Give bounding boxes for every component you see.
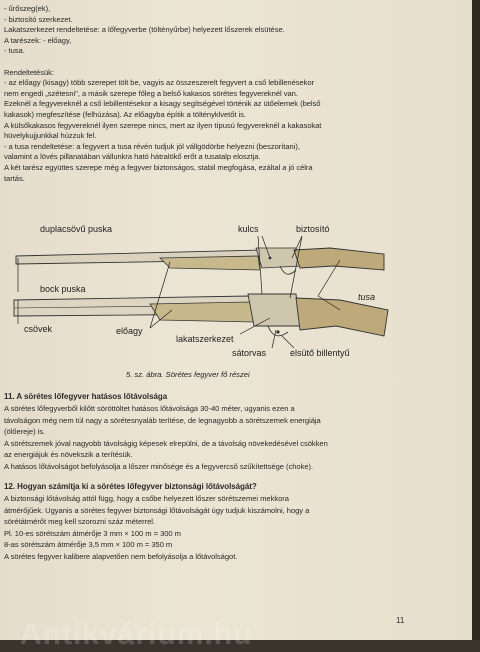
text-line: A két tarész együttes szerepe még a fegyver biztonságos, stabil megfogása, ezáltal a jó célra [4,163,313,172]
label-duplacsovu: duplacsövű puska [40,224,113,234]
text-line: - a tusa rendeltetése: a fegyvert a tusa révén tudjuk jól vállgödörbe helyezni (beszorítani), [4,141,300,151]
text-line: sörétátmérőt meg kell szorozni száz méterrel. [4,517,155,527]
text-line: valamint a lövés pillanatában vállunkra ható hátralökő erőt a tusatalp elosztja. [4,152,261,162]
label-tusa: tusa [358,292,376,302]
text-line: 8-as sörétszám átmérője 3,5 mm × 100 m = 350 m [4,540,173,550]
text-line: A hatásos lőtávolságot befolyásolja a lőszer minősége és a fegyvercső szűkítettsége (choke). [4,462,314,471]
text-line: - űrőszeg(ek), [4,4,51,13]
shotgun-figure [0,218,472,384]
text-line: hüvelykujjunkkal húzzuk fel. [4,131,97,141]
text-line: Rendeltetésük: [4,67,54,77]
text-line: A külsőkakasos fegyvereknél ilyen szerepe nincs, mert az ilyen típusú fegyvereknél a kakasokat [4,120,322,130]
figure-caption: 5. sz. ábra. Sörétes fegyver fő részei [126,370,250,379]
text-line: nem engedi „szétesni", a másik szerepe főleg a belső kakasos sörétes fegyvereknél van. [4,88,298,98]
text-line: kakasok) megfeszítése (felhúzása). Az előagyba építik a töltényklvetőt is. [4,110,246,119]
text-line: - tusa. [4,46,25,56]
text-line: távolságon még nem túl nagy a sörétesnyaláb terítése, de legnagyobb a sörétszemek energiája [4,415,321,425]
watermark: Antikvárium.hu [20,618,253,651]
book-spine-edge [472,0,480,640]
label-satorvas: sátorvas [232,348,267,358]
text-line: (ölőereje) is. [4,427,46,437]
section-12-heading: 12. Hogyan számítja ki a sörétes lőfegyver biztonsági lőtávolságát? [4,482,257,491]
text-line: Lakatszerkezet rendeltetése: a lőfegyverbe (töltényűrbe) helyezett lőszerek elsütése. [4,25,285,35]
shotgun-diagram [0,218,472,384]
double-barrel-shotgun-drawing [16,248,384,274]
text-line: A sörétes fegyver kalibere alapvetően nem befolyásolja a lőtávolságot. [4,552,238,561]
label-biztosito: biztosító [296,224,330,234]
text-line: - az előagy (kisagy) több szerepet tölt be, vagyis az összeszerelt fegyvert a cső lebillenésekor [4,78,315,88]
label-lakatszerkezet: lakatszerkezet [176,334,234,344]
text-line: Pl. 10-es sörétszám átmérője 3 mm × 100 m = 300 m [4,528,181,538]
text-line: az energiájuk és növekszik a terítésük. [4,450,133,460]
text-line: A sörétszemek jóval nagyobb távolságig képesek elrepülni, de a távolság növekedésével csökken [4,438,328,448]
text-line: A tarészek: - előagy, [4,35,72,45]
label-kulcs: kulcs [238,224,259,234]
label-bock: bock puska [40,284,86,294]
section-11-heading: 11. A sörétes lőfegyver hatásos lőtávolsága [4,392,168,401]
label-eloagy: előagy [116,326,143,336]
text-line: Ezeknél a fegyvereknél a cső lebillentésekor a kisagy segítségével történik az ütőelemek (belső [4,99,321,109]
text-line: - biztosító szerkezet. [4,14,73,24]
text-line: A sörétes lőfegyverből kilőtt söröttöltet hatásos lőtávolsága 30-40 méter, ugyanis ezen a [4,404,295,413]
bock-shotgun-drawing [14,294,388,336]
label-csovek: csövek [24,324,53,334]
text-line: A biztonsági lőtávolság attól függ, hogy a csőbe helyezett lőszer sörétszemei mekkora [4,494,289,503]
text-line: átmérőjűek. Ugyanis a sörétes fegyver biztonsági lőtávolságát úgy tudjuk kiszámolni, hogy a [4,505,310,515]
page-number: 11 [396,616,405,625]
label-elsuto: elsütő billentyű [290,348,350,358]
text-line: tartás. [4,173,25,183]
